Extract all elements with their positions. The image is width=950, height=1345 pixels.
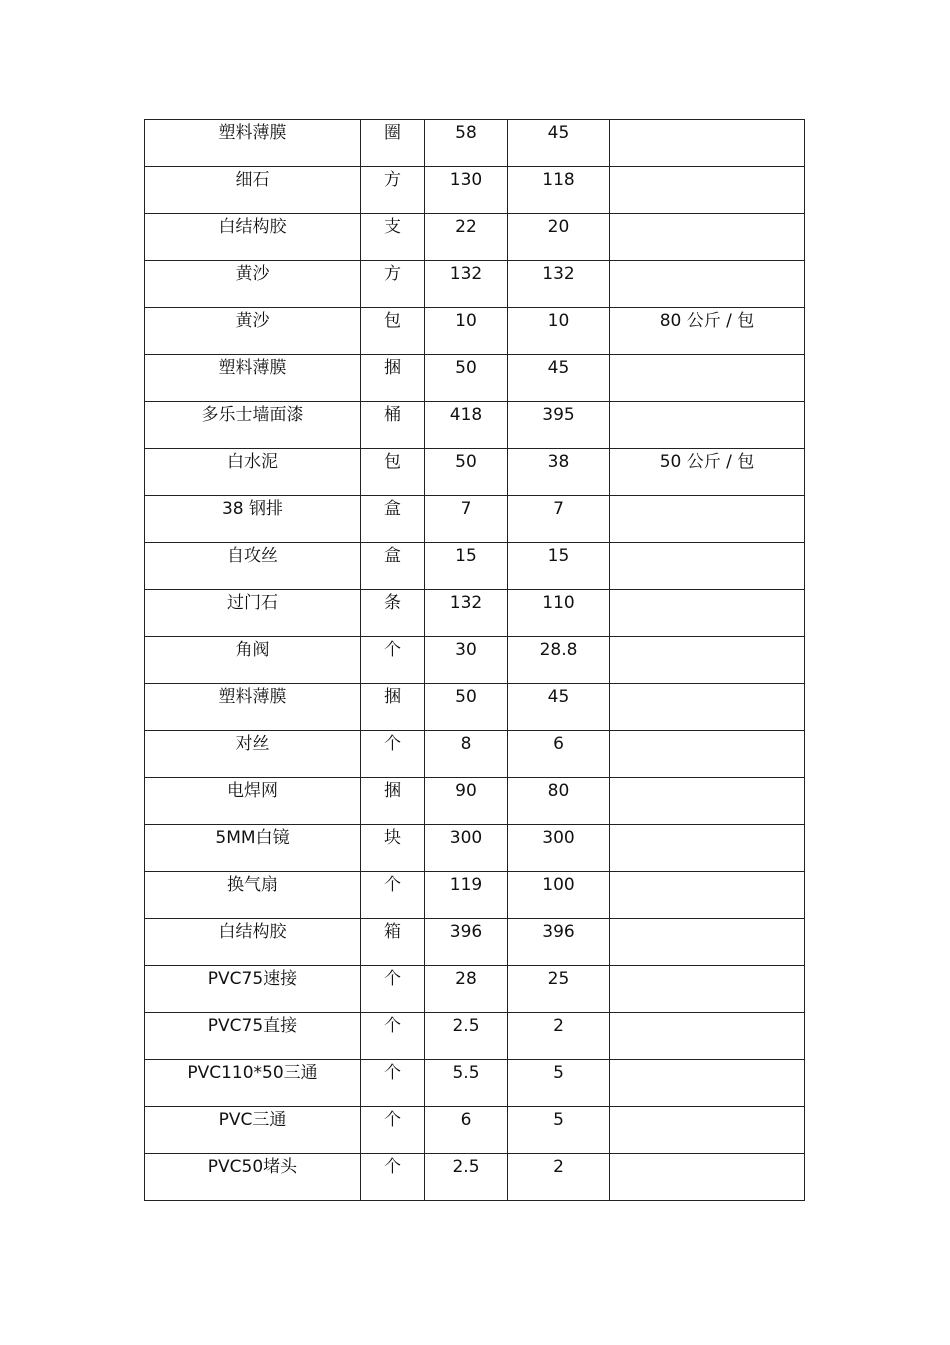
quantity-a-cell-text: 132 [449, 593, 483, 613]
item-name-cell [145, 402, 361, 449]
item-name-cell-text: 细石 [235, 170, 270, 190]
table-row [145, 496, 805, 543]
item-name-cell-text: 过门石 [227, 593, 278, 613]
table-row [145, 966, 805, 1013]
note-cell-text [610, 167, 804, 171]
item-name-cell-text: PVC50堵头 [207, 1157, 298, 1177]
note-cell-text [610, 355, 804, 359]
note-cell [610, 1060, 805, 1107]
note-cell [610, 449, 805, 496]
note-cell-text [610, 402, 804, 406]
unit-cell-text: 包 [384, 311, 401, 331]
quantity-a-cell-text: 50 [455, 358, 477, 378]
item-name-cell [145, 731, 361, 778]
quantity-a-cell [425, 543, 508, 590]
table-row [145, 543, 805, 590]
item-name-cell [145, 919, 361, 966]
quantity-b-cell [508, 731, 610, 778]
note-cell [610, 355, 805, 402]
table-row [145, 1013, 805, 1060]
unit-cell [361, 966, 425, 1013]
quantity-b-cell-text: 396 [542, 922, 575, 942]
quantity-a-cell [425, 120, 508, 167]
quantity-a-cell-text: 119 [449, 875, 483, 895]
quantity-a-cell-text: 10 [455, 311, 477, 331]
item-name-cell-text: 电焊网 [227, 781, 278, 801]
item-name-cell [145, 684, 361, 731]
note-cell [610, 825, 805, 872]
quantity-b-cell [508, 214, 610, 261]
quantity-b-cell [508, 402, 610, 449]
quantity-b-cell [508, 308, 610, 355]
unit-cell [361, 731, 425, 778]
quantity-b-cell-text: 395 [542, 405, 575, 425]
table-row [145, 214, 805, 261]
quantity-a-cell-text: 8 [460, 734, 472, 754]
unit-cell [361, 1154, 425, 1201]
note-cell-text [610, 496, 804, 500]
item-name-cell [145, 120, 361, 167]
quantity-b-cell-text: 25 [547, 969, 570, 989]
quantity-a-cell-text: 418 [449, 405, 483, 425]
table-body [145, 120, 805, 1201]
note-cell [610, 214, 805, 261]
item-name-cell-text: PVC75速接 [207, 969, 298, 989]
quantity-a-cell-text: 396 [449, 922, 483, 942]
unit-cell [361, 308, 425, 355]
item-name-cell [145, 214, 361, 261]
quantity-b-cell [508, 919, 610, 966]
quantity-a-cell-text: 5.5 [452, 1063, 480, 1083]
quantity-b-cell-text: 118 [542, 170, 575, 190]
quantity-b-cell [508, 590, 610, 637]
item-name-cell [145, 261, 361, 308]
unit-cell-text: 箱 [384, 922, 401, 942]
quantity-b-cell [508, 1107, 610, 1154]
unit-cell-text: 桶 [384, 405, 401, 425]
quantity-b-cell-text: 110 [542, 593, 575, 613]
unit-cell [361, 684, 425, 731]
unit-cell-text: 块 [384, 828, 401, 848]
quantity-b-cell-text: 7 [553, 499, 564, 519]
quantity-a-cell-text: 22 [455, 217, 477, 237]
item-name-cell-text: PVC75直接 [207, 1016, 298, 1036]
quantity-a-cell [425, 261, 508, 308]
unit-cell-text: 方 [384, 170, 401, 190]
table-row [145, 449, 805, 496]
unit-cell [361, 825, 425, 872]
item-name-cell-text: 5MM白镜 [215, 828, 290, 848]
quantity-a-cell [425, 167, 508, 214]
note-cell-text [610, 825, 804, 829]
note-cell-text [610, 637, 804, 641]
item-name-cell [145, 778, 361, 825]
item-name-cell-text: 塑料薄膜 [218, 123, 287, 143]
unit-cell-text: 捆 [384, 687, 401, 707]
unit-cell-text: 方 [384, 264, 401, 284]
unit-cell-text: 个 [384, 640, 401, 660]
quantity-b-cell [508, 449, 610, 496]
item-name-cell-text: 白水泥 [227, 452, 278, 472]
quantity-b-cell-text: 5 [553, 1063, 564, 1083]
unit-cell-text: 盒 [384, 499, 401, 519]
unit-cell [361, 120, 425, 167]
item-name-cell [145, 308, 361, 355]
note-cell [610, 308, 805, 355]
quantity-b-cell [508, 355, 610, 402]
note-cell-text [610, 543, 804, 547]
quantity-a-cell-text: 30 [455, 640, 477, 660]
note-cell-text [610, 731, 804, 735]
table-row [145, 731, 805, 778]
quantity-b-cell-text: 6 [553, 734, 564, 754]
quantity-a-cell [425, 308, 508, 355]
unit-cell [361, 872, 425, 919]
note-cell-text [610, 214, 804, 218]
quantity-b-cell [508, 1154, 610, 1201]
note-cell [610, 872, 805, 919]
quantity-a-cell-text: 58 [455, 123, 477, 143]
quantity-a-cell [425, 214, 508, 261]
unit-cell-text: 包 [384, 452, 401, 472]
note-cell-text [610, 1107, 804, 1111]
quantity-b-cell-text: 45 [547, 123, 570, 143]
unit-cell-text: 个 [384, 1063, 401, 1083]
table-row [145, 825, 805, 872]
note-cell [610, 1107, 805, 1154]
quantity-a-cell [425, 825, 508, 872]
table-row [145, 919, 805, 966]
note-cell [610, 919, 805, 966]
item-name-cell-text: 白结构胶 [218, 217, 287, 237]
note-cell [610, 966, 805, 1013]
item-name-cell [145, 449, 361, 496]
table-row [145, 402, 805, 449]
unit-cell-text: 个 [384, 875, 401, 895]
quantity-b-cell [508, 684, 610, 731]
item-name-cell-text: 黄沙 [235, 311, 270, 331]
table-row [145, 261, 805, 308]
table-row [145, 872, 805, 919]
note-cell [610, 684, 805, 731]
unit-cell [361, 402, 425, 449]
quantity-a-cell-text: 132 [449, 264, 483, 284]
unit-cell-text: 个 [384, 734, 401, 754]
quantity-b-cell-text: 20 [547, 217, 570, 237]
unit-cell [361, 261, 425, 308]
note-cell [610, 120, 805, 167]
note-cell [610, 590, 805, 637]
note-cell [610, 261, 805, 308]
note-cell-text [610, 1060, 804, 1064]
note-cell [610, 778, 805, 825]
unit-cell [361, 214, 425, 261]
quantity-b-cell-text: 2 [553, 1016, 564, 1036]
quantity-b-cell [508, 167, 610, 214]
quantity-b-cell [508, 966, 610, 1013]
unit-cell-text: 捆 [384, 781, 401, 801]
item-name-cell-text: 白结构胶 [218, 922, 287, 942]
quantity-a-cell [425, 355, 508, 402]
quantity-b-cell-text: 38 [547, 452, 570, 472]
item-name-cell [145, 496, 361, 543]
quantity-a-cell-text: 50 [455, 687, 477, 707]
unit-cell [361, 543, 425, 590]
note-cell [610, 167, 805, 214]
unit-cell [361, 1060, 425, 1107]
table-row [145, 1107, 805, 1154]
item-name-cell [145, 966, 361, 1013]
quantity-b-cell [508, 543, 610, 590]
item-name-cell-text: 对丝 [235, 734, 270, 754]
quantity-b-cell-text: 15 [547, 546, 570, 566]
quantity-a-cell-text: 50 [455, 452, 477, 472]
quantity-b-cell [508, 778, 610, 825]
item-name-cell [145, 872, 361, 919]
materials-table [144, 119, 805, 1201]
item-name-cell-text: 角阀 [235, 640, 270, 660]
quantity-b-cell-text: 45 [547, 358, 570, 378]
note-cell-text: 80 公斤 / 包 [659, 311, 755, 331]
table-row [145, 1060, 805, 1107]
quantity-a-cell-text: 2.5 [452, 1157, 480, 1177]
note-cell [610, 637, 805, 684]
quantity-a-cell [425, 449, 508, 496]
quantity-a-cell-text: 6 [460, 1110, 472, 1130]
quantity-a-cell-text: 130 [449, 170, 483, 190]
note-cell-text [610, 1154, 804, 1158]
item-name-cell-text: 黄沙 [235, 264, 270, 284]
note-cell-text [610, 120, 804, 124]
unit-cell [361, 1013, 425, 1060]
quantity-a-cell [425, 1013, 508, 1060]
quantity-b-cell [508, 1060, 610, 1107]
unit-cell [361, 449, 425, 496]
quantity-a-cell [425, 966, 508, 1013]
quantity-b-cell-text: 45 [547, 687, 570, 707]
item-name-cell [145, 355, 361, 402]
quantity-b-cell-text: 10 [547, 311, 570, 331]
unit-cell-text: 支 [384, 217, 401, 237]
quantity-b-cell [508, 120, 610, 167]
note-cell [610, 1013, 805, 1060]
table-row [145, 120, 805, 167]
quantity-b-cell [508, 637, 610, 684]
item-name-cell-text: 换气扇 [227, 875, 278, 895]
table-row [145, 590, 805, 637]
unit-cell-text: 盒 [384, 546, 401, 566]
quantity-b-cell [508, 825, 610, 872]
unit-cell [361, 355, 425, 402]
note-cell [610, 1154, 805, 1201]
note-cell-text: 50 公斤 / 包 [659, 452, 755, 472]
item-name-cell [145, 825, 361, 872]
unit-cell [361, 167, 425, 214]
quantity-a-cell-text: 28 [455, 969, 477, 989]
quantity-a-cell-text: 300 [449, 828, 483, 848]
quantity-b-cell-text: 100 [542, 875, 575, 895]
note-cell-text [610, 872, 804, 876]
quantity-a-cell [425, 872, 508, 919]
note-cell [610, 402, 805, 449]
unit-cell [361, 919, 425, 966]
quantity-a-cell [425, 684, 508, 731]
unit-cell-text: 个 [384, 1016, 401, 1036]
quantity-b-cell [508, 261, 610, 308]
quantity-b-cell [508, 496, 610, 543]
note-cell-text [610, 684, 804, 688]
table-row [145, 778, 805, 825]
unit-cell [361, 637, 425, 684]
quantity-a-cell [425, 496, 508, 543]
unit-cell-text: 个 [384, 1110, 401, 1130]
quantity-b-cell [508, 1013, 610, 1060]
item-name-cell [145, 543, 361, 590]
item-name-cell [145, 167, 361, 214]
note-cell-text [610, 1013, 804, 1017]
note-cell [610, 543, 805, 590]
item-name-cell [145, 637, 361, 684]
quantity-b-cell-text: 28.8 [539, 640, 578, 660]
note-cell-text [610, 261, 804, 265]
item-name-cell-text: 塑料薄膜 [218, 358, 287, 378]
item-name-cell [145, 1154, 361, 1201]
quantity-a-cell [425, 590, 508, 637]
note-cell [610, 731, 805, 778]
table-row [145, 308, 805, 355]
unit-cell [361, 1107, 425, 1154]
quantity-a-cell [425, 1060, 508, 1107]
item-name-cell-text: 自攻丝 [227, 546, 278, 566]
table-row [145, 167, 805, 214]
item-name-cell [145, 590, 361, 637]
quantity-a-cell-text: 7 [460, 499, 472, 519]
unit-cell-text: 个 [384, 969, 401, 989]
quantity-a-cell [425, 1154, 508, 1201]
item-name-cell-text: PVC三通 [218, 1110, 287, 1130]
quantity-b-cell-text: 80 [547, 781, 570, 801]
unit-cell [361, 496, 425, 543]
quantity-a-cell [425, 731, 508, 778]
quantity-a-cell [425, 637, 508, 684]
quantity-b-cell-text: 300 [542, 828, 575, 848]
item-name-cell [145, 1013, 361, 1060]
item-name-cell-text: PVC110*50三通 [187, 1063, 318, 1083]
note-cell-text [610, 966, 804, 970]
item-name-cell-text: 塑料薄膜 [218, 687, 287, 707]
quantity-a-cell-text: 2.5 [452, 1016, 480, 1036]
quantity-b-cell-text: 5 [553, 1110, 564, 1130]
quantity-b-cell-text: 2 [553, 1157, 564, 1177]
note-cell [610, 496, 805, 543]
item-name-cell-text: 38 钢排 [221, 499, 284, 519]
table-row [145, 1154, 805, 1201]
quantity-a-cell [425, 919, 508, 966]
quantity-a-cell [425, 402, 508, 449]
quantity-b-cell-text: 132 [542, 264, 575, 284]
item-name-cell [145, 1060, 361, 1107]
unit-cell-text: 条 [384, 593, 401, 613]
table-row [145, 684, 805, 731]
table-row [145, 637, 805, 684]
unit-cell-text: 圈 [384, 123, 401, 143]
note-cell-text [610, 590, 804, 594]
note-cell-text [610, 919, 804, 923]
quantity-a-cell [425, 778, 508, 825]
quantity-a-cell [425, 1107, 508, 1154]
note-cell-text [610, 778, 804, 782]
item-name-cell [145, 1107, 361, 1154]
quantity-a-cell-text: 90 [455, 781, 477, 801]
unit-cell [361, 778, 425, 825]
quantity-a-cell-text: 15 [455, 546, 477, 566]
unit-cell-text: 个 [384, 1157, 401, 1177]
item-name-cell-text: 多乐士墙面漆 [201, 405, 304, 425]
unit-cell [361, 590, 425, 637]
unit-cell-text: 捆 [384, 358, 401, 378]
quantity-b-cell [508, 872, 610, 919]
table-row [145, 355, 805, 402]
